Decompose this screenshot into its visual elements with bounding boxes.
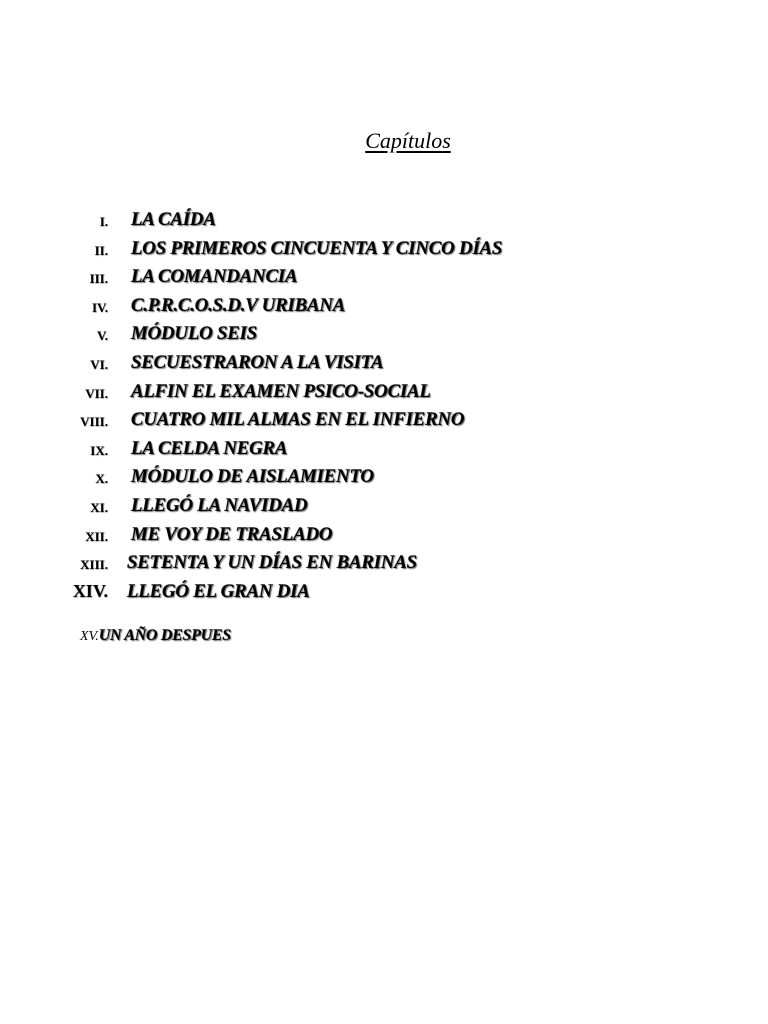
chapter-title: C.P.R.C.O.S.D.V URIBANA — [131, 294, 346, 316]
toc-row — [0, 321, 768, 350]
chapter-number: III. — [89, 271, 108, 287]
chapter-title: LOS PRIMEROS CINCUENTA Y CINCO DÍAS — [131, 237, 503, 259]
extra-chapter — [80, 627, 231, 645]
toc-row — [0, 379, 768, 408]
chapter-number: IX. — [90, 442, 108, 458]
chapter-number: XII. — [85, 528, 108, 544]
chapter-title: LA CELDA NEGRA — [131, 437, 288, 459]
chapter-number: IV. — [91, 299, 108, 315]
toc-row — [0, 207, 768, 236]
chapter-title: LLEGÓ LA NAVIDAD — [131, 494, 308, 516]
toc-row — [0, 293, 768, 322]
toc-row — [0, 407, 768, 436]
toc-row — [0, 550, 768, 579]
toc-row — [0, 493, 768, 522]
chapter-number: I. — [99, 214, 108, 229]
chapter-title: LA COMANDANCIA — [131, 266, 298, 288]
chapter-number: VII. — [85, 385, 108, 401]
toc-row — [0, 522, 768, 551]
toc-row — [0, 264, 768, 293]
toc-row — [0, 436, 768, 465]
chapter-number: X. — [95, 471, 108, 487]
chapter-title: ME VOY DE TRASLADO — [131, 523, 333, 545]
chapter-title: LA CAÍDA — [131, 209, 216, 230]
chapter-title: UN AÑO DESPUES — [98, 627, 231, 644]
chapter-title: LLEGÓ EL GRAN DIA — [127, 580, 310, 602]
toc-row — [0, 579, 768, 608]
table-of-contents — [0, 207, 768, 607]
toc-row — [0, 236, 768, 265]
page-title: Capítulos — [365, 128, 451, 153]
chapter-title: SECUESTRARON A LA VISITA — [131, 351, 384, 373]
chapter-number: XIV. — [72, 580, 108, 601]
chapter-number: XIII. — [80, 557, 108, 573]
toc-row — [0, 350, 768, 379]
chapter-title: CUATRO MIL ALMAS EN EL INFIERNO — [131, 409, 465, 431]
chapter-title: MÓDULO DE AISLAMIENTO — [131, 466, 374, 488]
chapter-number: VI. — [90, 356, 108, 372]
chapter-number: XV. — [80, 629, 99, 644]
chapter-title: SETENTA Y UN DÍAS EN BARINAS — [127, 552, 417, 574]
chapter-title: MÓDULO SEIS — [131, 323, 258, 345]
chapter-number: V. — [97, 328, 108, 344]
chapter-number: VIII. — [80, 414, 108, 430]
toc-row — [0, 464, 768, 493]
chapter-number: II. — [94, 242, 108, 258]
chapter-number: XI. — [90, 499, 108, 515]
chapter-title: ALFIN EL EXAMEN PSICO-SOCIAL — [131, 380, 431, 402]
